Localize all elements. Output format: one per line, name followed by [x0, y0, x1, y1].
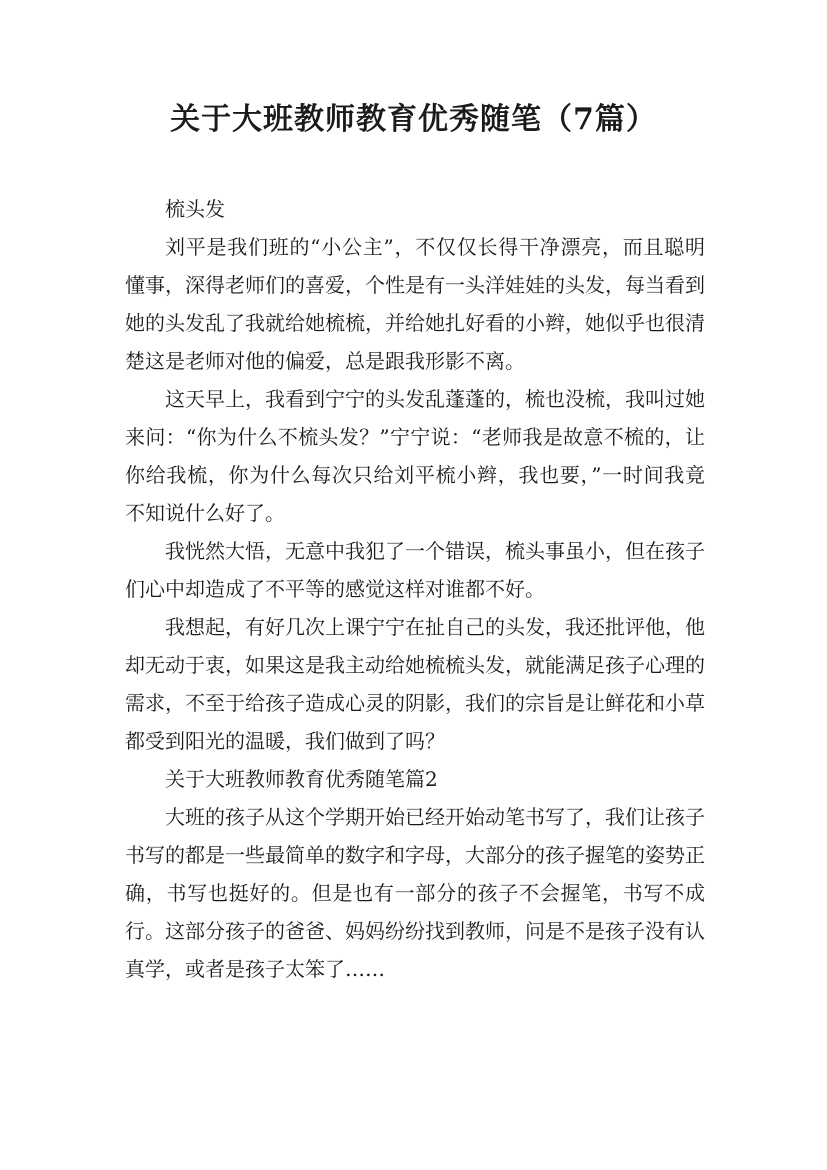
section-heading: 关于大班教师教育优秀随笔篇2	[165, 767, 438, 791]
body-paragraph: 我恍然大悟，无意中我犯了一个错误，梳头事虽小，但在孩子们心中却造成了不平等的感觉这样对谁都不好。	[125, 539, 705, 601]
document-body	[125, 190, 705, 988]
body-paragraph: 刘平是我们班的“小公主”，不仅仅长得干净漂亮，而且聪明懂事，深得老师们的喜爱，个性是有一头洋娃娃的头发，每当看到她的头发乱了我就给她梳梳，并给她扎好看的小辫，她似乎也很清楚这是老师对他的偏爱，总是跟我形影不离。	[125, 235, 705, 373]
body-paragraph: 我想起，有好几次上课宁宁在扯自己的头发，我还批评他，他却无动于衷，如果这是我主动给她梳梳头发，就能满足孩子心理的需求，不至于给孩子造成心灵的阴影，我们的宗旨是让鲜花和小草都受到阳光的温暖，我们做到了吗？	[125, 615, 705, 753]
document-title: 关于大班教师教育优秀随笔（7篇）	[170, 102, 657, 137]
section-heading: 梳头发	[165, 197, 225, 221]
body-paragraph: 大班的孩子从这个学期开始已经开始动笔书写了，我们让孩子书写的都是一些最简单的数字和字母，大部分的孩子握笔的姿势正确，书写也挺好的。但是也有一部分的孩子不会握笔，书写不成行。这部分孩子的爸爸、妈妈纷纷找到教师，问是不是孩子没有认真学，或者是孩子太笨了……	[125, 805, 705, 981]
body-paragraph: 这天早上，我看到宁宁的头发乱蓬蓬的，梳也没梳，我叫过她来问：“你为什么不梳头发？”宁宁说：“老师我是故意不梳的，让你给我梳，你为什么每次只给刘平梳小辫，我也要，”一时间我竟不知说什么好了。	[125, 387, 705, 525]
